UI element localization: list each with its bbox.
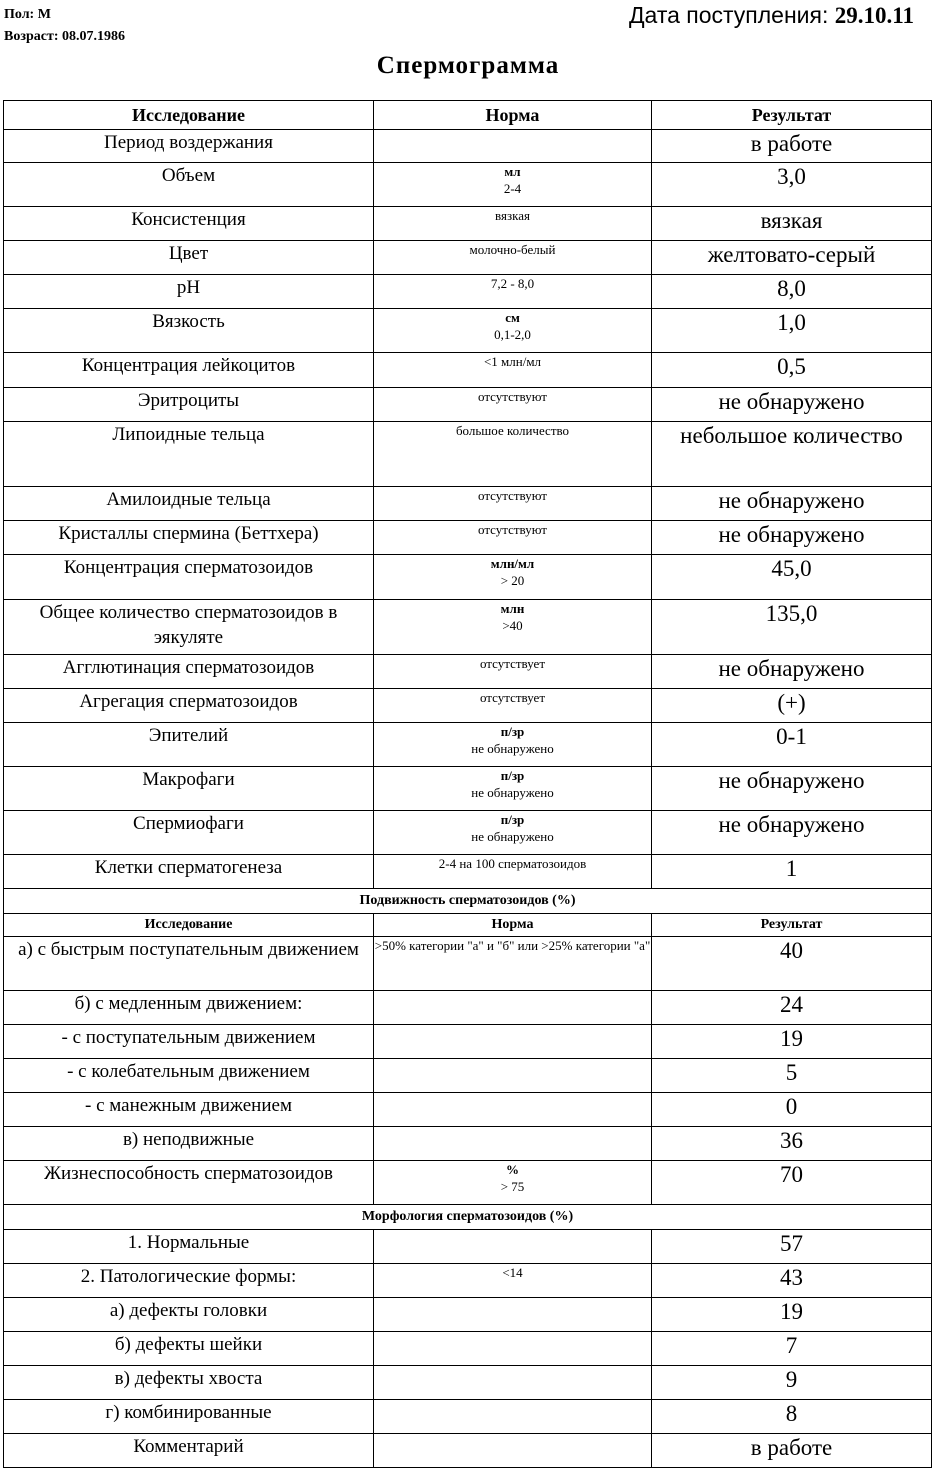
table-row [4, 1400, 932, 1434]
result-value: 3,0 [652, 163, 932, 207]
result-value: не обнаружено [652, 388, 932, 422]
table-row [4, 555, 932, 600]
norm-cell [374, 1366, 652, 1400]
table-row [4, 487, 932, 521]
table-row [4, 811, 932, 855]
norm-unit: см [505, 310, 520, 325]
test-name: Жизнеспособность сперматозоидов [4, 1161, 374, 1205]
norm-value: >50% категории "а" и "б" или >25% категории "а" [374, 938, 651, 953]
norm-cell [374, 1230, 652, 1264]
section-title-motility: Подвижность сперматозоидов (%) [4, 889, 932, 914]
general-section [4, 130, 932, 889]
result-value: 19 [652, 1025, 932, 1059]
result-value: 0,5 [652, 353, 932, 388]
norm-value: > 20 [500, 573, 525, 588]
table-row [4, 1059, 932, 1093]
norm-value: >40 [502, 618, 523, 633]
test-name: Амилоидные тельца [4, 487, 374, 521]
admission-date: Дата поступления: 29.10.11 [628, 2, 914, 28]
col-header-result: Результат [652, 101, 932, 130]
table-row [4, 163, 932, 207]
test-name: а) с быстрым поступательным движением [4, 937, 374, 991]
result-value: 19 [652, 1298, 932, 1332]
table-row [4, 388, 932, 422]
norm-value: молочно-белый [469, 242, 556, 257]
spermogram-table [3, 100, 932, 1468]
test-name: Макрофаги [4, 767, 374, 811]
result-value: (+) [652, 689, 932, 723]
test-name: а) дефекты головки [4, 1298, 374, 1332]
norm-cell [374, 1400, 652, 1434]
norm-unit: п/зр [500, 768, 525, 783]
result-value: 36 [652, 1127, 932, 1161]
table-row [4, 689, 932, 723]
test-name: Спермиофаги [4, 811, 374, 855]
col-header-test: Исследование [4, 101, 374, 130]
sub-header-result: Результат [652, 914, 932, 937]
test-name: г) комбинированные [4, 1400, 374, 1434]
test-name: б) дефекты шейки [4, 1332, 374, 1366]
result-value: 43 [652, 1264, 932, 1298]
result-value: не обнаружено [652, 811, 932, 855]
table-row [4, 1093, 932, 1127]
norm-unit: млн/мл [490, 556, 535, 571]
sex-value: М [37, 7, 51, 22]
norm-cell [374, 991, 652, 1025]
table-row [4, 422, 932, 487]
section-title-morphology: Морфология сперматозоидов (%) [4, 1205, 932, 1230]
norm-cell [374, 163, 652, 207]
table-row [4, 767, 932, 811]
norm-cell [374, 767, 652, 811]
section-row [4, 889, 932, 914]
norm-value: большое количество [455, 423, 570, 438]
test-name: Эпителий [4, 723, 374, 767]
result-value: 9 [652, 1366, 932, 1400]
result-value: не обнаружено [652, 521, 932, 555]
test-name: Общее количество сперматозоидов в эякуляте [4, 600, 374, 655]
result-value: 1 [652, 855, 932, 889]
sub-header-norm: Норма [374, 914, 652, 937]
norm-cell [374, 1093, 652, 1127]
result-value: 70 [652, 1161, 932, 1205]
norm-unit: млн [500, 601, 525, 616]
test-name: - с манежным движением [4, 1093, 374, 1127]
admission-date-value: 29.10.11 [834, 3, 914, 28]
result-value: 1,0 [652, 309, 932, 353]
norm-value: отсутствует [479, 656, 546, 671]
test-name: в) дефекты хвоста [4, 1366, 374, 1400]
result-value: 7 [652, 1332, 932, 1366]
sex-line: Пол: М [4, 7, 51, 22]
table-row [4, 241, 932, 275]
norm-value: <1 млн/мл [483, 354, 542, 369]
sub-header-test: Исследование [4, 914, 374, 937]
table-row [4, 1025, 932, 1059]
norm-unit: мл [504, 164, 521, 179]
norm-value: <14 [502, 1265, 523, 1280]
norm-value: отсутствует [479, 690, 546, 705]
test-name: - с колебательным движением [4, 1059, 374, 1093]
table-row [4, 1298, 932, 1332]
norm-cell [374, 811, 652, 855]
test-name: Концентрация лейкоцитов [4, 353, 374, 388]
result-value: не обнаружено [652, 487, 932, 521]
norm-value: вязкая [495, 208, 530, 223]
norm-value: не обнаружено [471, 829, 554, 844]
norm-cell [374, 555, 652, 600]
norm-cell [374, 1298, 652, 1332]
test-name: Агрегация сперматозоидов [4, 689, 374, 723]
norm-cell [374, 353, 652, 388]
norm-value: 7,2 - 8,0 [490, 276, 535, 291]
norm-cell [374, 1161, 652, 1205]
norm-unit: п/зр [500, 724, 525, 739]
table-row [4, 655, 932, 689]
norm-cell [374, 723, 652, 767]
norm-cell [374, 388, 652, 422]
norm-value: отсутствуют [478, 522, 547, 537]
result-value: 8 [652, 1400, 932, 1434]
subheader-row [4, 914, 932, 937]
header-row [4, 101, 932, 130]
col-header-norm: Норма [374, 101, 652, 130]
test-name: Вязкость [4, 309, 374, 353]
result-value: в работе [652, 1434, 932, 1468]
result-value: 40 [652, 937, 932, 991]
morphology-header [4, 1205, 932, 1230]
table-row [4, 1434, 932, 1468]
test-name: Период воздержания [4, 130, 374, 163]
table-row [4, 275, 932, 309]
norm-value: отсутствуют [478, 389, 547, 404]
test-name: Агглютинация сперматозоидов [4, 655, 374, 689]
norm-cell [374, 207, 652, 241]
morphology-section [4, 1230, 932, 1468]
norm-cell [374, 1059, 652, 1093]
result-value: небольшое количество [652, 422, 932, 487]
table-row [4, 1161, 932, 1205]
motility-header [4, 889, 932, 937]
test-name: Эритроциты [4, 388, 374, 422]
norm-unit: % [506, 1162, 519, 1177]
table-row [4, 353, 932, 388]
test-name: Цвет [4, 241, 374, 275]
norm-value: не обнаружено [471, 785, 554, 800]
table-row [4, 130, 932, 163]
test-name: Кристаллы спермина (Беттхера) [4, 521, 374, 555]
result-value: желтовато-серый [652, 241, 932, 275]
result-value: 57 [652, 1230, 932, 1264]
result-value: 5 [652, 1059, 932, 1093]
table-row [4, 937, 932, 991]
result-value: 0-1 [652, 723, 932, 767]
norm-cell [374, 1025, 652, 1059]
test-name: Объем [4, 163, 374, 207]
table-row [4, 521, 932, 555]
norm-cell [374, 600, 652, 655]
norm-cell [374, 130, 652, 163]
norm-value: не обнаружено [471, 741, 554, 756]
test-name: Консистенция [4, 207, 374, 241]
result-value: 8,0 [652, 275, 932, 309]
age-line: Возраст: 08.07.1986 [4, 29, 126, 44]
table-row [4, 1332, 932, 1366]
test-name: б) с медленным движением: [4, 991, 374, 1025]
table-row [4, 1230, 932, 1264]
test-name: в) неподвижные [4, 1127, 374, 1161]
table-row [4, 855, 932, 889]
test-name: pH [4, 275, 374, 309]
result-value: 0 [652, 1093, 932, 1127]
norm-value: > 75 [500, 1179, 525, 1194]
test-name: - с поступательным движением [4, 1025, 374, 1059]
norm-cell [374, 1434, 652, 1468]
norm-cell [374, 937, 652, 991]
norm-cell [374, 422, 652, 487]
result-value: в работе [652, 130, 932, 163]
test-name: Комментарий [4, 1434, 374, 1468]
norm-value: 2-4 на 100 сперматозоидов [438, 856, 587, 871]
norm-cell [374, 689, 652, 723]
norm-cell [374, 655, 652, 689]
test-name: 2. Патологические формы: [4, 1264, 374, 1298]
section-row [4, 1205, 932, 1230]
table-row [4, 991, 932, 1025]
result-value: 24 [652, 991, 932, 1025]
test-name: 1. Нормальные [4, 1230, 374, 1264]
norm-value: отсутствуют [478, 488, 547, 503]
norm-cell [374, 1332, 652, 1366]
norm-cell [374, 855, 652, 889]
table-row [4, 723, 932, 767]
result-value: не обнаружено [652, 767, 932, 811]
test-name: Липоидные тельца [4, 422, 374, 487]
table-row [4, 1127, 932, 1161]
table-row [4, 309, 932, 353]
norm-cell [374, 1264, 652, 1298]
page-title: Спермограмма [376, 52, 560, 79]
table-row [4, 1366, 932, 1400]
norm-cell [374, 521, 652, 555]
patient-info [4, 4, 125, 48]
norm-cell [374, 1127, 652, 1161]
result-value: 135,0 [652, 600, 932, 655]
test-name: Клетки сперматогенеза [4, 855, 374, 889]
table-row [4, 600, 932, 655]
norm-cell [374, 309, 652, 353]
result-value: 45,0 [652, 555, 932, 600]
norm-cell [374, 275, 652, 309]
motility-section [4, 937, 932, 1205]
test-name: Концентрация сперматозоидов [4, 555, 374, 600]
norm-cell [374, 241, 652, 275]
table-row [4, 207, 932, 241]
norm-unit: п/зр [500, 812, 525, 827]
table-row [4, 1264, 932, 1298]
norm-cell [374, 487, 652, 521]
norm-value: 0,1-2,0 [494, 327, 531, 342]
result-value: вязкая [652, 207, 932, 241]
age-value: 08.07.1986 [62, 29, 126, 44]
norm-value: 2-4 [503, 181, 522, 196]
result-value: не обнаружено [652, 655, 932, 689]
